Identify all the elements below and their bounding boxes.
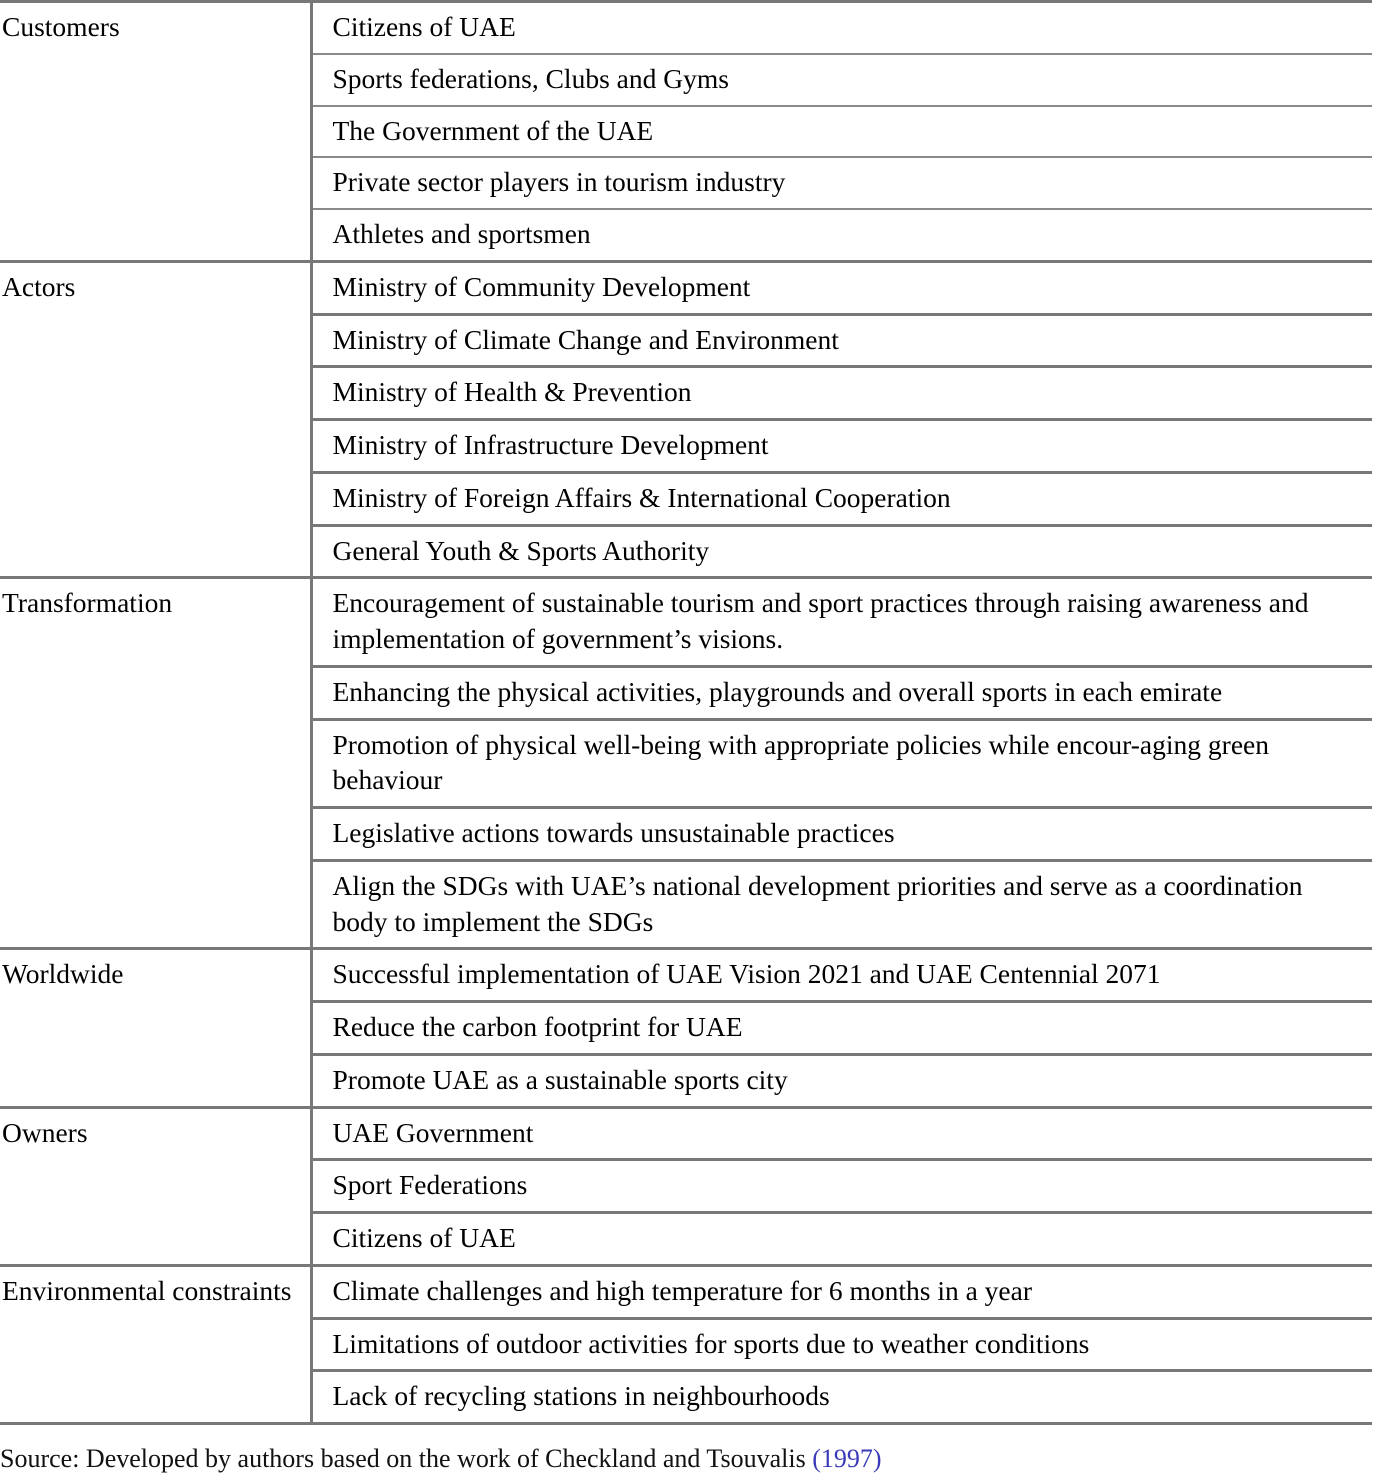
row-value: Successful implementation of UAE Vision 2021 and UAE Centennial 2071: [311, 949, 1372, 1002]
row-value: Limitations of outdoor activities for sports due to weather conditions: [311, 1318, 1372, 1371]
table-row: [0, 578, 1372, 667]
table-row: [0, 1265, 1372, 1318]
caption-source-body: Developed by authors based on the work of Checkland and Tsouvalis: [85, 1444, 806, 1473]
row-value: Citizens of UAE: [311, 2, 1372, 54]
caption-source-label: Source:: [0, 1444, 80, 1473]
row-value: Climate challenges and high temperature for 6 months in a year: [311, 1265, 1372, 1318]
row-value: General Youth & Sports Authority: [311, 525, 1372, 578]
table-group: [0, 1107, 1372, 1265]
table-row: [0, 261, 1372, 314]
row-value: Ministry of Foreign Affairs & International Cooperation: [311, 472, 1372, 525]
table-row: [0, 1107, 1372, 1160]
row-value: Ministry of Infrastructure Development: [311, 420, 1372, 473]
table-group: [0, 261, 1372, 578]
row-value: Reduce the carbon footprint for UAE: [311, 1002, 1372, 1055]
row-value: Promote UAE as a sustainable sports city: [311, 1054, 1372, 1107]
row-group-label: Owners: [0, 1107, 311, 1265]
row-value: Lack of recycling stations in neighbourhoods: [311, 1371, 1372, 1424]
row-value: Enhancing the physical activities, playgrounds and overall sports in each emirate: [311, 666, 1372, 719]
row-value: Sports federations, Clubs and Gyms: [311, 54, 1372, 106]
row-group-label: Actors: [0, 261, 311, 578]
table-row: [0, 949, 1372, 1002]
table-group: [0, 1265, 1372, 1423]
row-value: Legislative actions towards unsustainable practices: [311, 808, 1372, 861]
row-value: Ministry of Climate Change and Environment: [311, 314, 1372, 367]
table-group: [0, 949, 1372, 1107]
table-row: [0, 2, 1372, 54]
caption-source-year: (1997): [812, 1444, 882, 1473]
row-value: Ministry of Health & Prevention: [311, 367, 1372, 420]
row-group-label: Transformation: [0, 578, 311, 949]
row-value: The Government of the UAE: [311, 106, 1372, 158]
row-value: Encouragement of sustainable tourism and sport practices through raising awareness and implementation of government’s visions.: [311, 578, 1372, 667]
row-group-label: Worldwide: [0, 949, 311, 1107]
row-value: Align the SDGs with UAE’s national development priorities and serve as a coordination body to implement the SDGs: [311, 860, 1372, 949]
table-source-caption: [0, 1443, 1386, 1476]
row-value: UAE Government: [311, 1107, 1372, 1160]
row-value: Citizens of UAE: [311, 1213, 1372, 1266]
row-group-label: Customers: [0, 2, 311, 262]
row-value: Ministry of Community Development: [311, 261, 1372, 314]
row-value: Sport Federations: [311, 1160, 1372, 1213]
row-group-label: Environmental constraints: [0, 1265, 311, 1423]
row-value: Athletes and sportsmen: [332, 218, 591, 249]
row-value: Private sector players in tourism industry: [311, 157, 1372, 209]
table-group: [0, 578, 1372, 949]
table-group: [0, 2, 1372, 262]
row-value: Promotion of physical well-being with appropriate policies while encour-aging green behaviour: [311, 719, 1372, 808]
